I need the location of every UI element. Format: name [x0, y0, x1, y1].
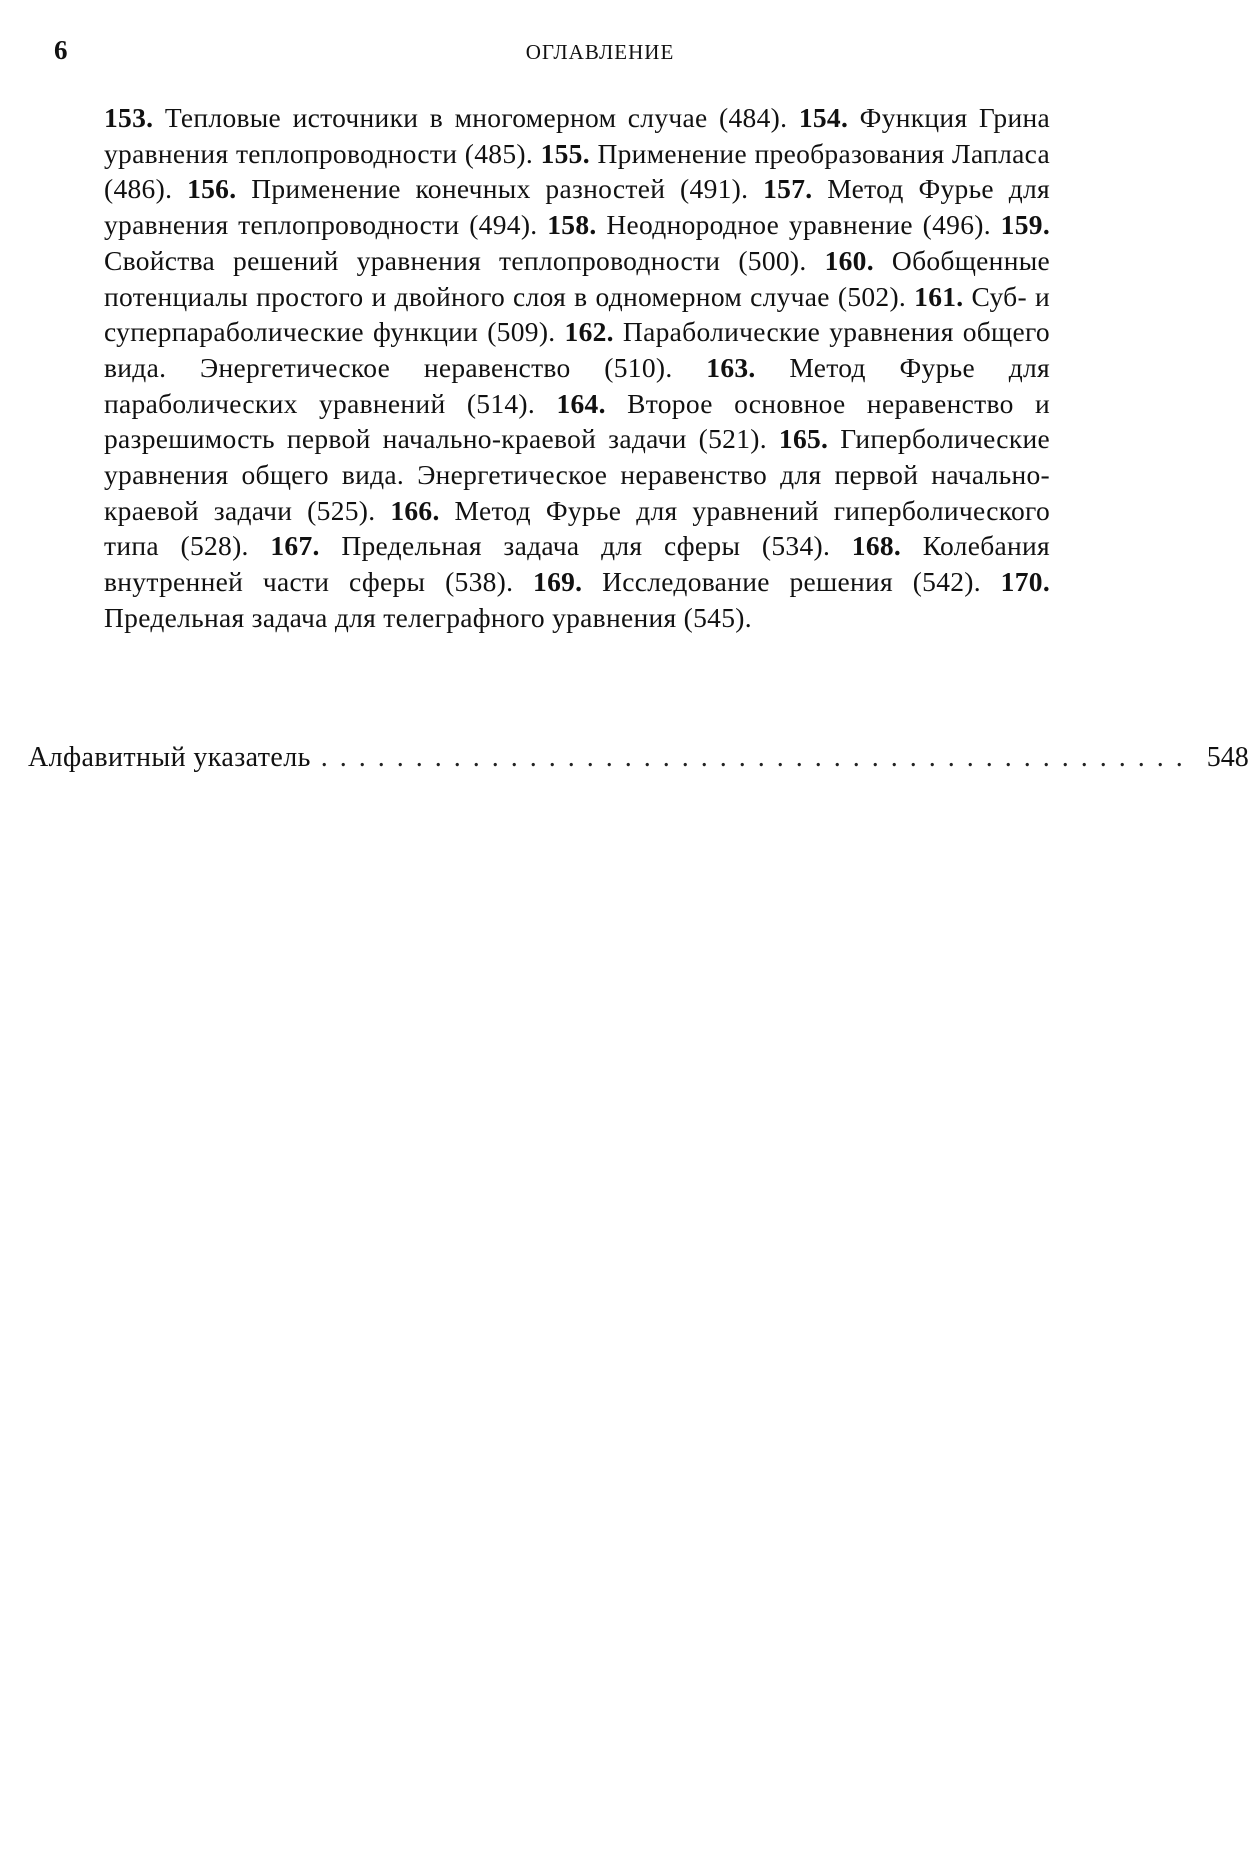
- toc-entry-number: 161.: [914, 280, 964, 312]
- toc-entry-text: Колебания внутренней части сферы (538).: [104, 530, 1050, 598]
- toc-entry-text: Исследование решения (542).: [582, 566, 1001, 598]
- toc-entry-text: Гиперболические уравнения общего вида. Энергетическое неравенство для первой начально-краевой задачи (525).: [104, 423, 1050, 526]
- toc-entry-number: 170.: [1000, 566, 1050, 598]
- toc-entry-text: Функция Грина уравнения теплопроводности (485).: [104, 102, 1050, 169]
- toc-entry-number: 158.: [547, 209, 597, 241]
- toc-entry-text: Предельная задача для телеграфного уравнения (545).: [104, 601, 752, 633]
- toc-entry-text: Метод Фурье для уравнения теплопроводности (494).: [104, 173, 1050, 241]
- toc-entry-text: Неоднородное уравнение (496).: [596, 209, 1001, 241]
- toc-entry-text: Применение конечных разностей (491).: [236, 173, 764, 205]
- toc-entry-number: 153.: [104, 102, 154, 133]
- toc-entry-text: Второе основное неравенство и разрешимость первой начально-краевой задачи (521).: [104, 387, 1050, 455]
- toc-entry-number: 169.: [533, 566, 583, 598]
- index-entry-page: 548: [1206, 742, 1249, 773]
- toc-entry-text: Применение преобразования Лапласа (486).: [104, 137, 1050, 205]
- running-title: ОГЛАВЛЕНИЕ: [525, 40, 675, 64]
- toc-paragraph: [104, 100, 1050, 636]
- toc-entry-text: Параболические уравнения общего вида. Энергетическое неравенство (510).: [104, 316, 1050, 383]
- toc-entry-text: Метод Фурье для уравнений гиперболического типа (528).: [104, 494, 1050, 562]
- toc-entry-number: 162.: [564, 316, 614, 348]
- toc-entry-text: Свойства решений уравнения теплопроводности (500).: [104, 244, 825, 276]
- toc-entry-number: 168.: [851, 530, 902, 562]
- toc-entry-text: Предельная задача для сферы (534).: [319, 530, 852, 562]
- toc-entry-number: 167.: [270, 530, 320, 562]
- toc-entry-text: Обобщенные потенциалы простого и двойного слоя в одномерном случае (502).: [104, 244, 1050, 312]
- toc-entry-number: 166.: [390, 494, 440, 526]
- dot-leader: ..............................................: [320, 742, 1195, 773]
- toc-entry-number: 156.: [187, 173, 237, 205]
- toc-entry-number: 159.: [1000, 209, 1050, 241]
- index-entry-title: Алфавитный указатель: [28, 742, 311, 773]
- toc-entry-number: 157.: [763, 173, 813, 205]
- toc-entry-text: Метод Фурье для параболических уравнений (514).: [104, 351, 1050, 419]
- toc-entry-number: 160.: [824, 244, 874, 276]
- toc-entry-text: Тепловые источники в многомерном случае (484).: [153, 102, 799, 133]
- toc-entry-number: 165.: [778, 423, 829, 455]
- toc-entry-number: 155.: [540, 137, 590, 169]
- toc-entry-number: 163.: [706, 351, 756, 383]
- toc-entry-number: 154.: [798, 102, 849, 133]
- toc-entry-number: 164.: [556, 387, 606, 419]
- toc-entry-text: Суб- и суперпараболические функции (509).: [104, 280, 1050, 348]
- page-number: 6: [54, 35, 68, 65]
- index-entry: [28, 740, 1249, 776]
